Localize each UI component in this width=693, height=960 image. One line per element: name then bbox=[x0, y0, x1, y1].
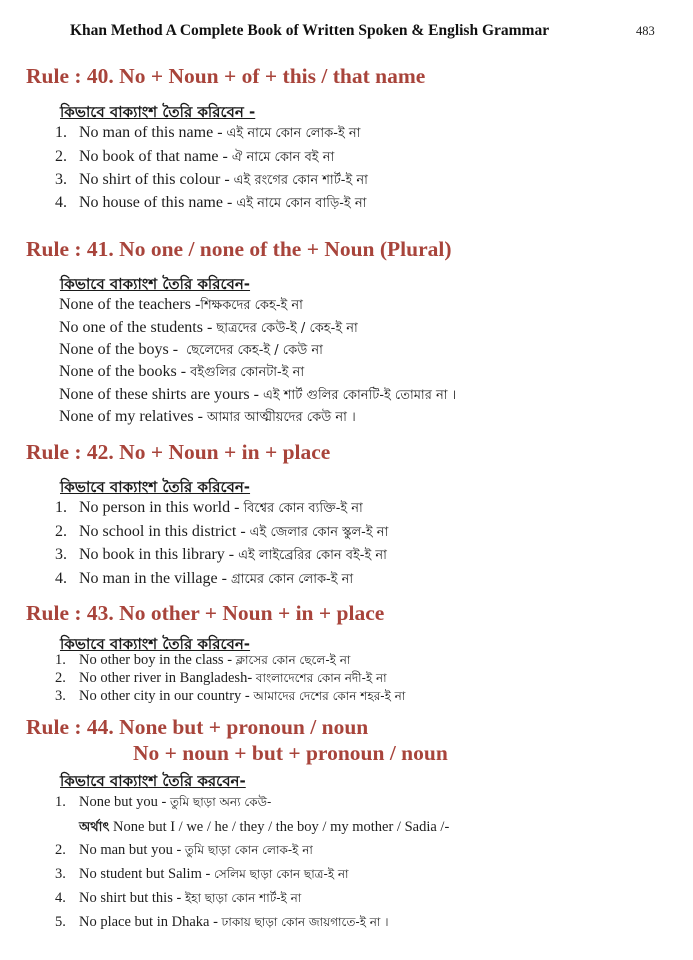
list-item: 3. No shirt of this colour - এই রংগের কোন শার্ট-ই না bbox=[55, 171, 368, 188]
rule-44-heading bbox=[26, 715, 368, 740]
list-item: 2. No school in this district - এই জেলার কোন স্কুল-ই না bbox=[55, 523, 389, 540]
list-item: 2. No other river in Bangladesh- বাংলাদেশের কোন নদী-ই না bbox=[55, 670, 387, 686]
rule-label: Rule : 40. bbox=[26, 64, 114, 88]
rule-40-heading bbox=[26, 64, 425, 89]
list-item: 3. No book in this library - এই লাইব্রেরির কোন বই-ই না bbox=[55, 546, 387, 563]
list-item: None of these shirts are yours - এই শার্ট গুলির কোনটি-ই তোমার না । bbox=[59, 386, 457, 403]
rule-43-heading bbox=[26, 601, 384, 626]
list-item: 2. No man but you - তুমি ছাড়া কোন লোক-ই না bbox=[55, 842, 313, 858]
rule-44-subtitle: কিভাবে বাক্যাংশ তৈরি করবেন- bbox=[60, 772, 246, 790]
rule-title: No one / none of the + Noun (Plural) bbox=[119, 237, 452, 261]
list-item: 3. No student but Salim - সেলিম ছাড়া কোন ছাত্র-ই না bbox=[55, 866, 349, 882]
rule-44-heading-line2: No + noun + but + pronoun / noun bbox=[133, 741, 448, 765]
list-item: অর্থাৎ None but I / we / he / they / the boy / my mother / Sadia /- bbox=[79, 819, 450, 835]
rule-label: Rule : 41. bbox=[26, 237, 114, 261]
list-item: None of the boys - ছেলেদের কেহ-ই / কেউ না bbox=[59, 341, 323, 358]
list-item: None of my relatives - আমার আত্মীয়দের কেউ না । bbox=[59, 408, 356, 425]
page-number: 483 bbox=[636, 24, 655, 38]
list-item: No one of the students - ছাত্রদের কেউ-ই / কেহ-ই না bbox=[59, 319, 358, 336]
rule-title: No + Noun + in + place bbox=[119, 440, 331, 464]
rule-title: No other + Noun + in + place bbox=[119, 601, 385, 625]
rule-41-heading bbox=[26, 237, 452, 262]
rule-label: Rule : 44. bbox=[26, 715, 114, 739]
rule-40-subtitle: কিভাবে বাক্যাংশ তৈরি করিবেন - bbox=[60, 103, 256, 121]
list-item: 4. No shirt but this - ইহা ছাড়া কোন শার্ট-ই না bbox=[55, 890, 302, 906]
rule-label: Rule : 42. bbox=[26, 440, 114, 464]
rule-43-subtitle: কিভাবে বাক্যাংশ তৈরি করিবেন- bbox=[60, 635, 251, 653]
rule-41-subtitle: কিভাবে বাক্যাংশ তৈরি করিবেন- bbox=[60, 275, 251, 293]
page-header bbox=[0, 22, 693, 44]
rule-title: No + Noun + of + this / that name bbox=[119, 64, 426, 88]
list-item: 4. No man in the village - গ্রামের কোন লোক-ই না bbox=[55, 570, 354, 587]
rule-42-subtitle: কিভাবে বাক্যাংশ তৈরি করিবেন- bbox=[60, 478, 251, 496]
list-item: None of the teachers -শিক্ষকদের কেহ-ই না bbox=[59, 296, 303, 313]
list-item: 1. No other boy in the class - ক্লাসের কোন ছেলে-ই না bbox=[55, 652, 351, 668]
list-item: 1. No man of this name - এই নামে কোন লোক-ই না bbox=[55, 124, 361, 141]
list-item: 4. No house of this name - এই নামে কোন বাড়ি-ই না bbox=[55, 194, 367, 211]
book-title: Khan Method A Complete Book of Written Spoken & English Grammar bbox=[70, 22, 550, 39]
list-item: 1. None but you - তুমি ছাড়া অন্য কেউ- bbox=[55, 794, 272, 810]
list-item: 3. No other city in our country - আমাদের দেশের কোন শহর-ই না bbox=[55, 688, 406, 704]
list-item: None of the books - বইগুলির কোনটা-ই না bbox=[59, 363, 305, 380]
rule-42-heading bbox=[26, 440, 330, 465]
list-item: 2. No book of that name - ঐ নামে কোন বই না bbox=[55, 148, 335, 165]
rule-title: None but + pronoun / noun bbox=[119, 715, 369, 739]
list-item: 5. No place but in Dhaka - ঢাকায় ছাড়া কোন জায়গাতে-ই না । bbox=[55, 914, 389, 930]
list-item: 1. No person in this world - বিশ্বের কোন ব্যক্তি-ই না bbox=[55, 499, 363, 516]
rule-label: Rule : 43. bbox=[26, 601, 114, 625]
